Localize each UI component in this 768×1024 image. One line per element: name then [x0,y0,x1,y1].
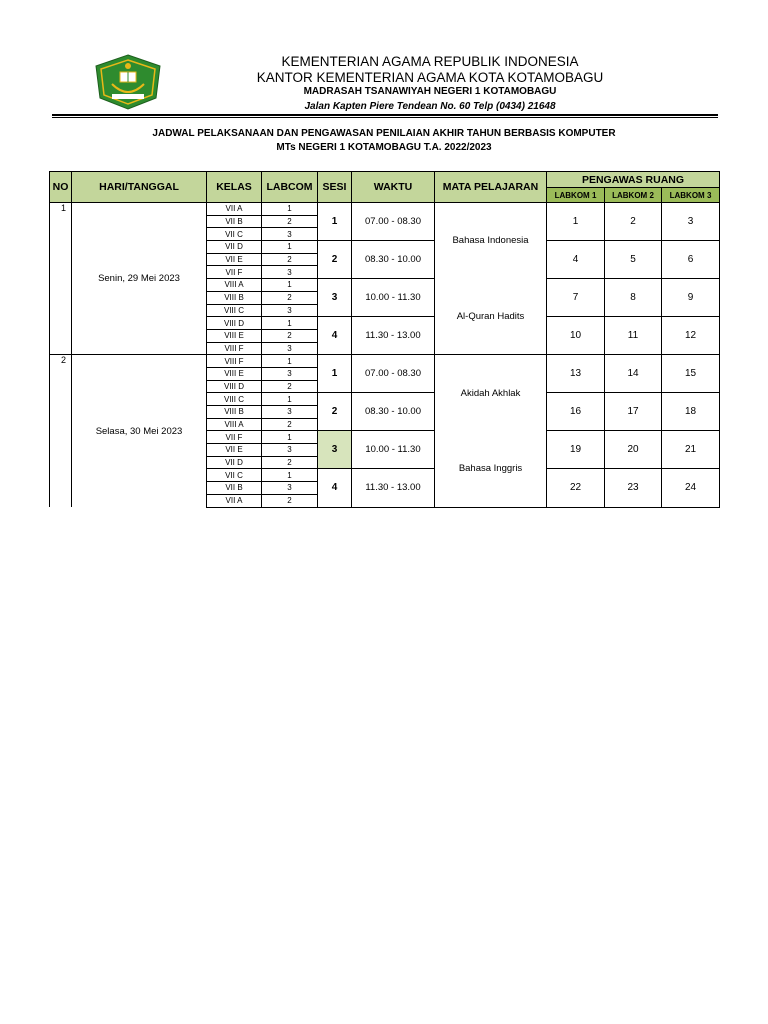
proctor-labkom-1: 22 [547,469,605,507]
proctor-labkom-2: 23 [605,469,662,507]
class-name: VII D [207,241,262,254]
session-number: 4 [318,317,352,355]
subject-name: Al-Quran Hadits [456,310,525,322]
class-name: VIII E [207,329,262,342]
class-name: VII A [207,494,262,507]
proctor-labkom-3: 21 [662,431,720,469]
labcom-number: 3 [262,228,318,241]
col-header-labcom: LABCOM [262,172,318,203]
class-name: VII C [207,469,262,482]
schedule-table [49,171,720,508]
session-number: 2 [318,241,352,279]
subject-cell [435,203,547,355]
subject-cell [435,355,547,507]
document-title: JADWAL PELAKSANAAN DAN PENGAWASAN PENILAIAN AKHIR TAHUN BERBASIS KOMPUTER [152,128,616,139]
labcom-number: 2 [262,494,318,507]
subject-list [435,203,546,354]
proctor-labkom-1: 16 [547,393,605,431]
labcom-number: 3 [262,482,318,495]
class-name: VIII D [207,380,262,393]
subject-name: Bahasa Inggris [458,463,523,475]
col-header-labkom-3: LABKOM 3 [662,188,720,203]
proctor-labkom-3: 18 [662,393,720,431]
class-name: VII F [207,266,262,279]
labcom-number: 3 [262,406,318,419]
class-name: VII E [207,253,262,266]
class-name: VII F [207,431,262,444]
session-time: 07.00 - 08.30 [352,203,435,241]
class-name: VIII F [207,355,262,368]
document-subtitle: MTs NEGERI 1 KOTAMOBAGU T.A. 2022/2023 [276,142,492,153]
col-header-waktu: WAKTU [352,172,435,203]
labcom-number: 2 [262,253,318,266]
table-row [50,355,720,368]
labcom-number: 2 [262,215,318,228]
schedule-body [50,203,720,508]
session-time: 08.30 - 10.00 [352,393,435,431]
subject-name: Akidah Akhlak [460,387,521,399]
labcom-number: 2 [262,291,318,304]
labcom-number: 2 [262,380,318,393]
session-time: 11.30 - 13.00 [352,317,435,355]
session-time: 11.30 - 13.00 [352,469,435,507]
class-name: VIII B [207,406,262,419]
labcom-number: 3 [262,367,318,380]
class-name: VIII A [207,418,262,431]
proctor-labkom-1: 19 [547,431,605,469]
session-number: 3 [318,431,352,469]
subject-name: Bahasa Indonesia [452,235,529,247]
session-number: 2 [318,393,352,431]
class-name: VIII B [207,291,262,304]
session-number: 4 [318,469,352,507]
class-name: VII C [207,228,262,241]
proctor-labkom-1: 13 [547,355,605,393]
labcom-number: 2 [262,456,318,469]
class-name: VIII E [207,367,262,380]
row-number: 2 [50,355,72,507]
labcom-number: 1 [262,203,318,216]
class-name: VII B [207,215,262,228]
table-row [50,203,720,216]
proctor-labkom-1: 10 [547,317,605,355]
proctor-labkom-2: 17 [605,393,662,431]
col-header-day: HARI/TANGGAL [72,172,207,203]
proctor-labkom-2: 8 [605,279,662,317]
session-time: 07.00 - 08.30 [352,355,435,393]
class-name: VIII F [207,342,262,355]
row-number: 1 [50,203,72,355]
school-name: MADRASAH TSANAWIYAH NEGERI 1 KOTAMOBAGU [303,86,557,97]
proctor-labkom-1: 4 [547,241,605,279]
col-header-labkom-1: LABKOM 1 [547,188,605,203]
kemenag-emblem-icon [92,54,164,110]
class-name: VII B [207,482,262,495]
school-address: Jalan Kapten Piere Tendean No. 60 Telp (0434) 21648 [304,101,556,112]
proctor-labkom-2: 20 [605,431,662,469]
day-date: Senin, 29 Mei 2023 [72,203,207,355]
class-name: VII D [207,456,262,469]
proctor-labkom-3: 15 [662,355,720,393]
labcom-number: 1 [262,279,318,292]
proctor-labkom-3: 6 [662,241,720,279]
class-name: VIII C [207,304,262,317]
class-name: VIII C [207,393,262,406]
col-header-kelas: KELAS [207,172,262,203]
labcom-number: 1 [262,469,318,482]
subject-list [435,355,546,506]
proctor-labkom-2: 2 [605,203,662,241]
class-name: VII E [207,444,262,457]
session-number: 1 [318,203,352,241]
proctor-labkom-2: 5 [605,241,662,279]
class-name: VIII D [207,317,262,330]
proctor-labkom-3: 3 [662,203,720,241]
class-name: VII A [207,203,262,216]
ministry-name: KEMENTERIAN AGAMA REPUBLIK INDONESIA [281,54,579,69]
office-name: KANTOR KEMENTERIAN AGAMA KOTA KOTAMOBAGU [256,70,604,85]
col-header-mapel: MATA PELAJARAN [435,172,547,203]
session-number: 1 [318,355,352,393]
proctor-labkom-3: 12 [662,317,720,355]
proctor-labkom-1: 1 [547,203,605,241]
col-header-no: NO [50,172,72,203]
labcom-number: 2 [262,329,318,342]
labcom-number: 1 [262,355,318,368]
proctor-labkom-2: 14 [605,355,662,393]
letterhead-rule-thin [52,117,718,118]
letterhead-rule [52,114,718,116]
session-time: 08.30 - 10.00 [352,241,435,279]
session-number: 3 [318,279,352,317]
labcom-number: 1 [262,317,318,330]
session-time: 10.00 - 11.30 [352,431,435,469]
labcom-number: 3 [262,266,318,279]
labcom-number: 3 [262,342,318,355]
labcom-number: 3 [262,304,318,317]
col-header-labkom-2: LABKOM 2 [605,188,662,203]
labcom-number: 2 [262,418,318,431]
day-date: Selasa, 30 Mei 2023 [72,355,207,507]
session-time: 10.00 - 11.30 [352,279,435,317]
proctor-labkom-2: 11 [605,317,662,355]
labcom-number: 1 [262,241,318,254]
class-name: VIII A [207,279,262,292]
labcom-number: 3 [262,444,318,457]
col-header-sesi: SESI [318,172,352,203]
proctor-labkom-3: 24 [662,469,720,507]
labcom-number: 1 [262,431,318,444]
col-header-pengawas: PENGAWAS RUANG [547,172,720,188]
proctor-labkom-3: 9 [662,279,720,317]
proctor-labkom-1: 7 [547,279,605,317]
labcom-number: 1 [262,393,318,406]
